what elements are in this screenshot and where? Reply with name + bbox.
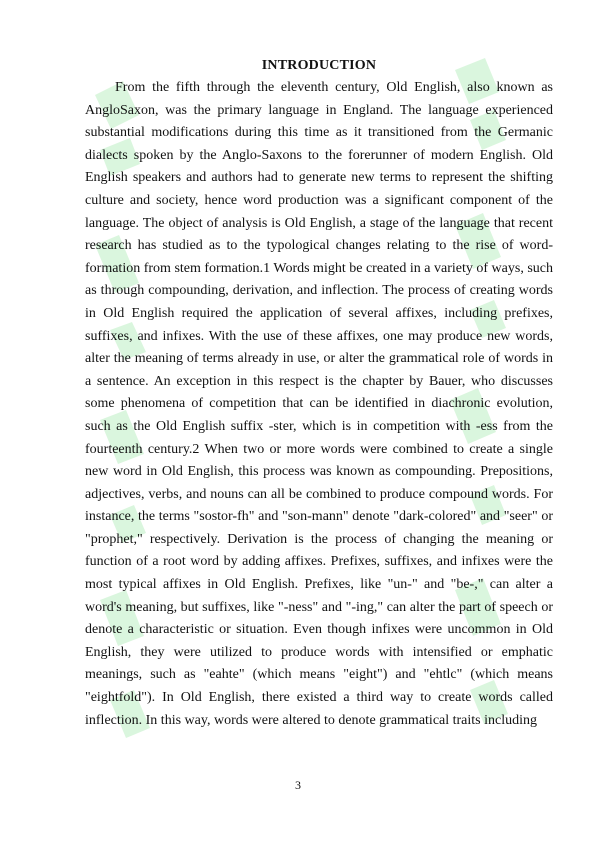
document-title: INTRODUCTION [261,58,377,73]
body-paragraph: From the fifth through the eleventh century, Old English, also known as AngloSaxon, was the primary language in England. The language experienced substantial modifications during this time as it transitioned from the Germanic dialects spoken by the Anglo-Saxons to the forerunner of modern English. Old English speakers and authors had to generate new terms to represent the shifting culture and society, hence word production was a significant component of the language. The object of analysis is Old English, a stage of the language that recent research has studied as to the typological changes relating to the rise of word-formation from stem formation.1 Words might be created in a variety of ways, such as through compounding, derivation, and inflection. The process of creating words in Old English required the application of several affixes, including prefixes, suffixes, and infixes. With the use of these affixes, one may produce new words, alter the meaning of terms already in use, or alter the grammatical role of words in a sentence. An exception in this respect is the chapter by Bauer, who discusses some phenomena of competition that can be identified in diachronic evolution, such as the Old English suffix -ster, which is in competition with -ess from the fourteenth century.2 When two or more words were combined to create a single new word in Old English, this process was known as compounding. Prepositions, adjectives, verbs, and nouns can all be combined to produce compound words. For instance, the terms "sostor-fh" and "son-mann" denote "dark-colored" and "seer" or "prophet," respectively. Derivation is the process of changing the meaning or function of a root word by adding affixes. Prefixes, suffixes, and infixes were the most typical affixes in Old English. Prefixes, like "un-" and "be-," can alter a word's meaning, but suffixes, like "-ness" and "-ing," can alter the part of speech or denote a characteristic or situation. Even though infixes were uncommon in Old English, they were utilized to produce words with intensified or emphatic meanings, such as "eahte" (which means "eight") and "ehtlc" (which means "eightfold"). In Old English, there existed a third way to create words called inflection. In this way, words were altered to denote grammatical traits including [85,80,553,728]
document-page [85,56,553,732]
page-number: 3 [295,778,301,792]
